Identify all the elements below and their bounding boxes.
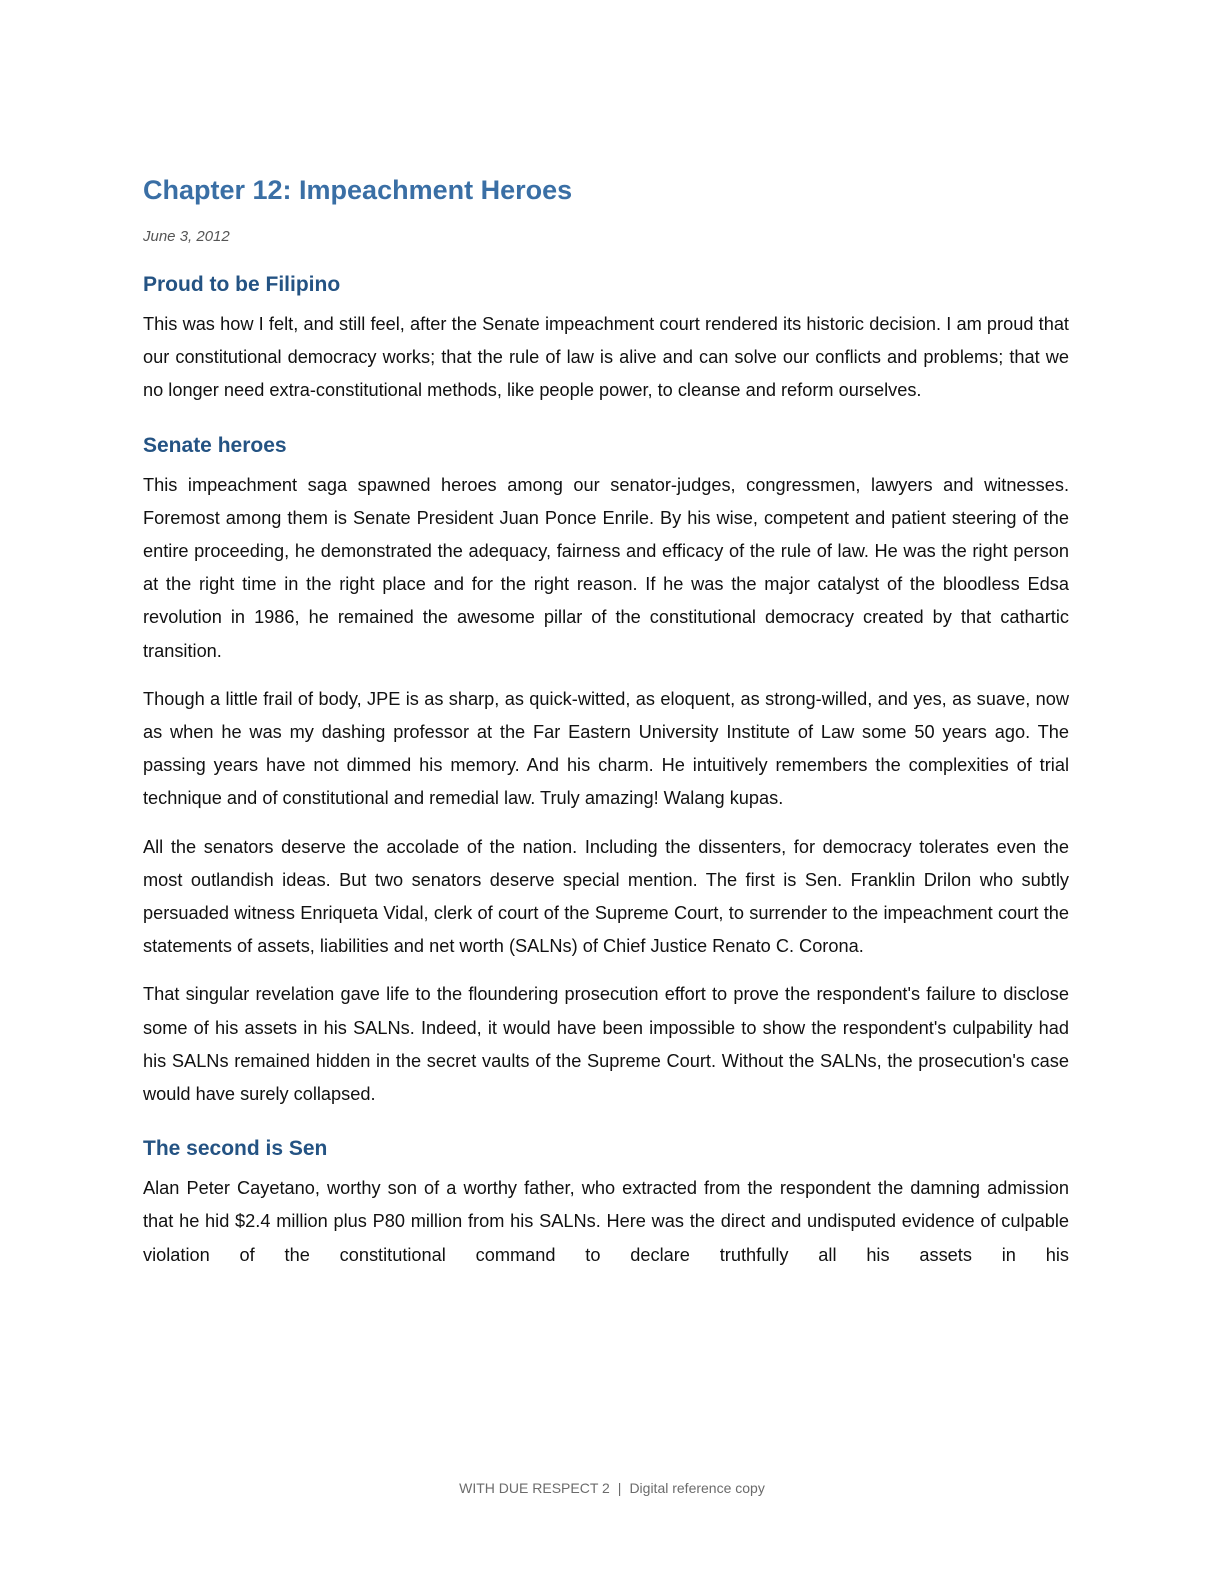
footer-note: Digital reference copy xyxy=(629,1480,765,1496)
document-page xyxy=(143,168,1069,1272)
paragraph: This impeachment saga spawned heroes among our senator-judges, congressmen, lawyers and witnesses. Foremost among them is Senate President Juan Ponce Enrile. By his wise, competent and patient steering of the entire proceeding, he demonstrated the adequacy, fairness and efficacy of the rule of law. He was the right person at the right time in the right place and for the right reason. If he was the major catalyst of the bloodless Edsa revolution in 1986, he remained the awesome pillar of the constitutional democracy created by that cathartic transition. xyxy=(143,474,1069,661)
paragraph: That singular revelation gave life to the floundering prosecution effort to prove the respondent's failure to disclose some of his assets in his SALNs. Indeed, it would have been impossible to show the respondent's culpability had his SALNs remained hidden in the secret vaults of the Supreme Court. Without the SALNs, the prosecution's case would have surely collapsed. xyxy=(143,984,1069,1105)
section-heading-proud: Proud to be Filipino xyxy=(143,273,341,296)
paragraph: All the senators deserve the accolade of the nation. Including the dissenters, for democracy tolerates even the most outlandish ideas. But two senators deserve special mention. The first is Sen. Franklin Drilon who subtly persuaded witness Enriqueta Vidal, clerk of court of the Supreme Court, to surrender to the impeachment court the statements of assets, liabilities and net worth (SALNs) of Chief Justice Renato C. Corona. xyxy=(143,836,1069,957)
section-heading-senate-heroes: Senate heroes xyxy=(143,433,287,457)
footer-book-title: WITH DUE RESPECT 2 xyxy=(459,1480,610,1496)
paragraph: This was how I felt, and still feel, after the Senate impeachment court rendered its historic decision. I am proud that our constitutional democracy works; that the rule of law is alive and can solve our conflicts and problems; that we no longer need extra-constitutional methods, like people power, to cleanse and reform ourselves. xyxy=(143,314,1069,401)
chapter-date: June 3, 2012 xyxy=(143,228,230,245)
footer-separator: | xyxy=(617,1480,622,1496)
paragraph: Though a little frail of body, JPE is as sharp, as quick-witted, as eloquent, as strong-willed, and yes, as suave, now as when he was my dashing professor at the Far Eastern University Institute of Law some 50 years ago. The passing years have not dimmed his memory. And his charm. He intuitively remembers the complexities of trial technique and of constitutional and remedial law. Truly amazing! Walang kupas. xyxy=(143,688,1069,809)
page-footer xyxy=(0,1478,1224,1498)
section-heading-second-senator: The second is Sen xyxy=(143,1137,328,1161)
chapter-title: Chapter 12: Impeachment Heroes xyxy=(143,175,573,205)
paragraph: Alan Peter Cayetano, worthy son of a worthy father, who extracted from the respondent the damning admission that he hid $2.4 million plus P80 million from his SALNs. Here was the direct and undisputed evidence of culpable violation of the constitutional command to declare truthfully all his assets in his xyxy=(143,1178,1069,1265)
